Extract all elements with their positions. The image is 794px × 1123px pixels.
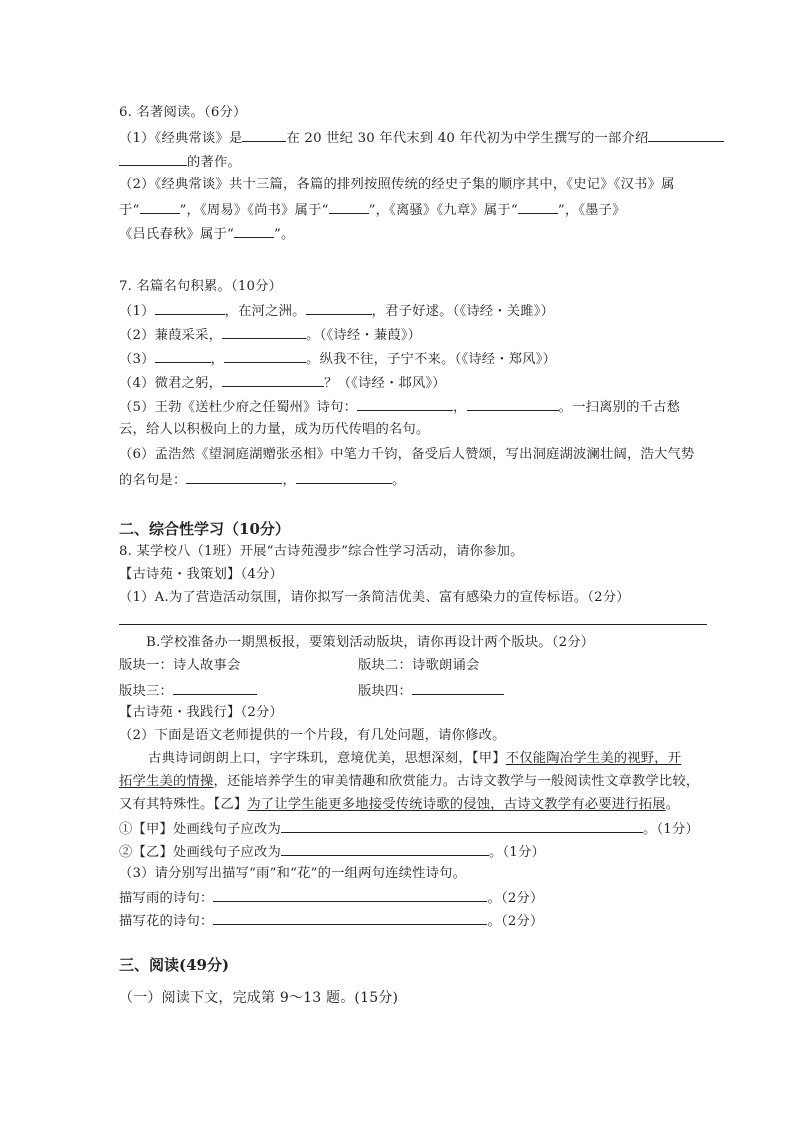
answer-blank[interactable] — [140, 200, 180, 214]
underlined-sentence-yi: 为了让学生能更多地接受传统诗歌的侵蚀，古诗文教学有必要进行拓展 — [247, 797, 666, 812]
answer-blank[interactable] — [281, 842, 489, 856]
q6-text: ”，《周易》《尚书》属于“ — [179, 203, 329, 218]
answer-blank[interactable] — [213, 911, 487, 925]
q7-text: ， — [282, 473, 296, 488]
paragraph-text: 又有其特殊性。【乙】 — [119, 797, 248, 812]
q6-text: 的著作。 — [187, 155, 241, 170]
q8-part-1b: B.学校准备办一期黑板报，要策划活动版块，请你再设计两个版块。（2分） — [146, 635, 595, 650]
q7-text: （5）王勃《送杜少府之任蜀州》诗句： — [119, 400, 358, 415]
flower-poem — [119, 911, 543, 931]
q7-item-3 — [119, 349, 556, 369]
poem-score: 。（2分） — [487, 891, 544, 906]
section-3-sub: （一）阅读下文，完成第 9～13 题。(15分) — [119, 990, 399, 1006]
block-3 — [119, 681, 257, 701]
q6-line-3: （2）《经典常谈》共十三篇，各篇的排列按照传统的经史子集的顺序其中，《史记》《汉书》属 — [119, 177, 675, 192]
q7-item-4 — [119, 373, 446, 393]
answer-blank[interactable] — [412, 681, 504, 695]
answer-blank[interactable] — [119, 152, 187, 166]
q7-text: ， — [453, 400, 467, 415]
q7-item-6-cont — [119, 470, 405, 490]
answer-blank[interactable] — [222, 373, 324, 387]
answer-blank[interactable] — [306, 301, 372, 315]
q7-text: ，在河之洲。 — [224, 304, 306, 319]
poem-label: 描写花的诗句： — [119, 914, 214, 929]
q7-text: （2）蒹葭采采， — [119, 328, 223, 343]
answer-blank[interactable] — [186, 470, 282, 484]
answer-blank[interactable] — [222, 325, 306, 339]
q8-intro: 8. 某学校八（1班）开展“古诗苑漫步”综合性学习活动，请你参加。 — [119, 544, 524, 559]
answer-blank[interactable] — [281, 819, 643, 833]
answer-blank[interactable] — [242, 128, 286, 142]
q7-text: ， — [210, 352, 225, 367]
q8-sub-plan: 【古诗苑・我策划】（4分） — [119, 567, 283, 582]
answer-blank[interactable] — [648, 128, 724, 142]
section-3-heading: 三、阅读(49分) — [119, 956, 230, 974]
paragraph-text: ，还能培养学生的审美情趣和欣赏能力。古诗文教学与一般阅读性文章教学比较， — [213, 774, 700, 789]
answer-blank[interactable] — [155, 349, 211, 363]
block-1: 版块一：诗人故事会 — [119, 658, 241, 673]
q8-part-1a: （1）A.为了营造活动氛围，请你拟写一条简洁优美、富有感染力的宣传标语。（2分） — [119, 590, 630, 605]
q8-part-2: （2）下面是语文老师提供的一个片段，有几处问题，请你修改。 — [119, 728, 506, 743]
answer-blank[interactable] — [234, 224, 274, 238]
answer-blank[interactable] — [467, 397, 559, 411]
q7-title: 7. 名篇名句积累。（10分） — [119, 279, 283, 294]
answer-blank[interactable] — [173, 681, 257, 695]
block-2: 版块二：诗歌朗诵会 — [358, 658, 480, 673]
q6-text: ”，《离骚》《九章》属于“ — [368, 203, 518, 218]
q8-sub-practice: 【古诗苑・我践行】（2分） — [119, 705, 283, 720]
fix-jia — [119, 819, 699, 839]
q7-item-1 — [119, 301, 554, 321]
q7-text: （4）微君之躬， — [119, 376, 223, 391]
paragraph-line-3 — [119, 796, 679, 814]
q6-text: ”，《墨子》 — [557, 203, 626, 218]
q7-text: （3） — [119, 352, 155, 367]
answer-blank[interactable] — [224, 349, 306, 363]
answer-blank[interactable] — [296, 470, 392, 484]
answer-blank[interactable] — [329, 200, 369, 214]
poem-score: 。（2分） — [487, 914, 544, 929]
underlined-sentence-jia: 不仅能陶冶学生美的视野，开 — [505, 751, 682, 766]
paragraph-line-2 — [119, 773, 699, 791]
fix-yi — [119, 842, 545, 862]
q6-line-5 — [119, 224, 294, 244]
q7-item-5 — [119, 397, 680, 417]
q7-text: 。一扫离别的千古愁 — [558, 400, 681, 415]
q6-line-4 — [119, 200, 626, 220]
answer-blank[interactable] — [357, 397, 453, 411]
q6-text: （1）《经典常谈》是 — [119, 131, 243, 146]
q7-text: 。 — [391, 473, 406, 488]
q7-text: 。纵我不往，子宁不来。（《诗经・郑风》） — [306, 352, 557, 367]
answer-blank[interactable] — [213, 888, 487, 902]
fix-score: 。（1分） — [642, 822, 699, 837]
q7-item-6: （6）孟浩然《望洞庭湖赠张丞相》中笔力千钧，备受后人赞颂，写出洞庭湖波澜壮阔，浩大气势 — [119, 447, 695, 462]
paragraph-text: 古典诗词朗朗上口，字字珠玑，意境优美，思想深刻，【甲】 — [148, 751, 506, 766]
q7-text: ，君子好逑。（《诗经・关雎》） — [371, 304, 555, 319]
paragraph-text: 。 — [665, 797, 680, 812]
answer-blank[interactable] — [518, 200, 558, 214]
q7-text: 。（《诗经・蒹葭》） — [306, 328, 422, 343]
q7-item-2 — [119, 325, 421, 345]
q7-text: ？（《诗经・邶风》） — [324, 376, 446, 391]
fix-label: ②【乙】处画线句子应改为 — [119, 845, 281, 860]
q6-line-1 — [119, 128, 724, 148]
q7-item-5-cont: 云，给人以积极向上的力量，成为历代传唱的名句。 — [119, 422, 430, 437]
section-2-heading: 二、综合性学习（10分） — [119, 520, 290, 538]
q6-line-2 — [119, 152, 241, 172]
fix-score: 。（1分） — [488, 845, 545, 860]
q6-text: ”。 — [273, 227, 295, 242]
underlined-sentence-jia: 拓学生美的情操 — [119, 774, 214, 789]
rain-poem — [119, 888, 543, 908]
poem-label: 描写雨的诗句： — [119, 891, 214, 906]
q6-text: 《吕氏春秋》属于“ — [119, 227, 234, 242]
answer-line[interactable] — [119, 624, 707, 625]
block-label: 版块四： — [358, 684, 412, 699]
q6-title: 6. 名著阅读。（6分） — [119, 105, 247, 120]
paragraph-line-1 — [148, 750, 681, 768]
q7-text: （1） — [119, 304, 155, 319]
block-4 — [358, 681, 504, 701]
q6-text: 于“ — [119, 203, 140, 218]
fix-label: ①【甲】处画线句子应改为 — [119, 822, 281, 837]
q7-text: 的名句是： — [119, 473, 187, 488]
block-label: 版块三： — [119, 684, 173, 699]
q8-part-3: （3）请分别写出描写“雨”和“花”的一组两句连续性诗句。 — [119, 866, 467, 881]
q6-text: 在 20 世纪 30 年代末到 40 年代初为中学生撰写的一部介绍 — [286, 131, 649, 146]
answer-blank[interactable] — [155, 301, 225, 315]
